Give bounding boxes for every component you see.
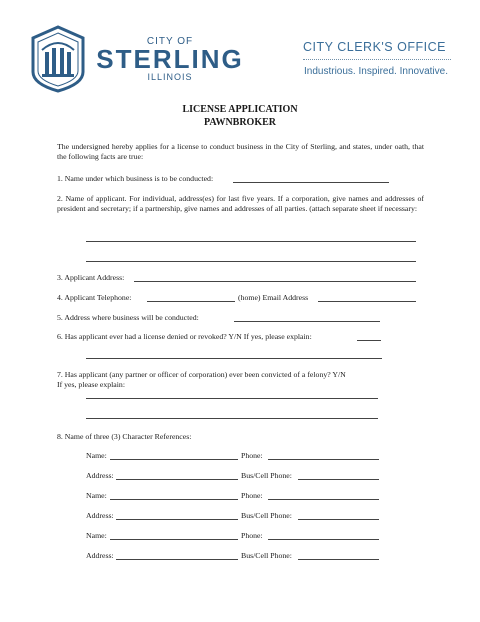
intro-paragraph: The undersigned hereby applies for a license to conduct business in the City of Sterling, and states, under oath, that the following facts are true:: [57, 142, 424, 161]
city-name: STERLING: [96, 44, 244, 74]
q2-label: 2. Name of applicant. For individual, address(es) for last five years. If a corporation, give names and addresses of president and secretary; if a partnership, give names and addresses of all parties. (attach separate sheet if necessary:: [57, 194, 424, 213]
ref2-name-field[interactable]: [110, 499, 238, 500]
ref1-bus-cell-label: Bus/Cell Phone:: [241, 471, 292, 480]
ref3-name-label: Name:: [86, 531, 107, 540]
q4-label: 4. Applicant Telephone:: [57, 293, 132, 302]
q7-label: 7. Has applicant (any partner or officer of corporation) ever been convicted of a felony? Y/N: [57, 370, 346, 379]
ref3-bus-cell-label: Bus/Cell Phone:: [241, 551, 292, 560]
applicant-telephone-field[interactable]: [147, 301, 235, 302]
q6-answer-line[interactable]: [86, 358, 382, 359]
ref3-phone-field[interactable]: [268, 539, 379, 540]
ref1-bus-cell-field[interactable]: [298, 479, 379, 480]
ref3-phone-label: Phone:: [241, 531, 263, 540]
ref1-address-field[interactable]: [116, 479, 238, 480]
city-of-label: CITY OF: [146, 36, 194, 47]
header-divider: [303, 59, 451, 60]
ref3-address-label: Address:: [86, 551, 114, 560]
ref3-address-field[interactable]: [116, 559, 238, 560]
q7-answer-line-2[interactable]: [86, 418, 378, 419]
ref2-address-field[interactable]: [116, 519, 238, 520]
form-title: LICENSE APPLICATION: [182, 104, 298, 115]
q7-explain-label: If yes, please explain:: [57, 380, 125, 389]
applicant-address-field[interactable]: [134, 281, 416, 282]
q2-answer-line-1[interactable]: [86, 241, 416, 242]
ref2-phone-field[interactable]: [268, 499, 379, 500]
ref2-bus-cell-label: Bus/Cell Phone:: [241, 511, 292, 520]
ref1-name-field[interactable]: [110, 459, 238, 460]
q4-email-label: (home) Email Address: [238, 293, 309, 302]
ref3-bus-cell-field[interactable]: [298, 559, 379, 560]
ref1-phone-field[interactable]: [268, 459, 379, 460]
ref1-address-label: Address:: [86, 471, 114, 480]
q3-label: 3. Applicant Address:: [57, 273, 125, 282]
ref2-name-label: Name:: [86, 491, 107, 500]
ref2-bus-cell-field[interactable]: [298, 519, 379, 520]
business-address-field[interactable]: [234, 321, 380, 322]
letterhead: [0, 0, 480, 100]
ref2-phone-label: Phone:: [241, 491, 263, 500]
state-label: ILLINOIS: [147, 72, 193, 82]
ref1-phone-label: Phone:: [241, 451, 263, 460]
form-subtitle: PAWNBROKER: [203, 117, 277, 128]
ref3-name-field[interactable]: [110, 539, 238, 540]
q1-label: 1. Name under which business is to be conducted:: [57, 174, 214, 183]
q8-label: 8. Name of three (3) Character References:: [57, 432, 192, 441]
q6-explain-field[interactable]: [357, 340, 381, 341]
applicant-email-field[interactable]: [318, 301, 416, 302]
ref1-name-label: Name:: [86, 451, 107, 460]
slogan: Industrious. Inspired. Innovative.: [304, 66, 448, 77]
ref2-address-label: Address:: [86, 511, 114, 520]
city-seal-logo: [28, 24, 88, 94]
q6-label: 6. Has applicant ever had a license denied or revoked? Y/N If yes, please explain:: [57, 332, 312, 341]
q1-business-name-field[interactable]: [233, 182, 389, 183]
office-name: CITY CLERK'S OFFICE: [303, 40, 446, 54]
q2-answer-line-2[interactable]: [86, 261, 416, 262]
q5-label: 5. Address where business will be conducted:: [57, 313, 199, 322]
q7-answer-line-1[interactable]: [86, 398, 378, 399]
